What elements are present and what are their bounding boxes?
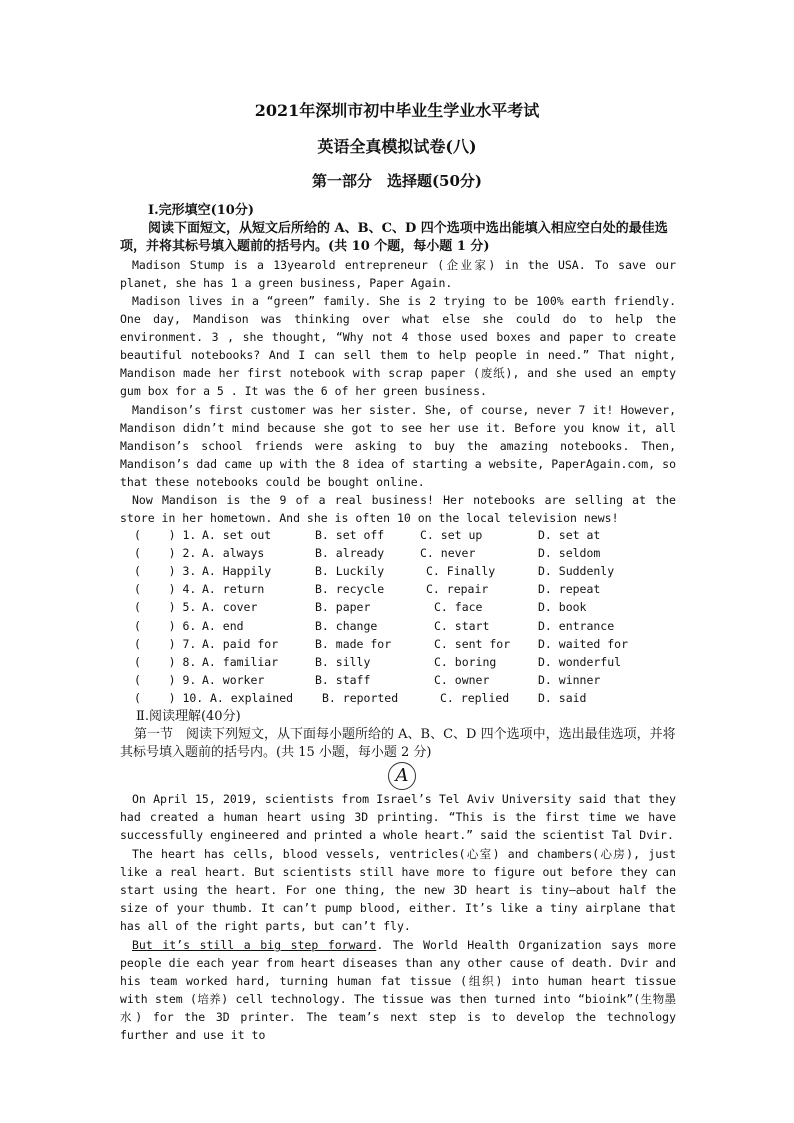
option-b: B. Luckily	[315, 564, 385, 578]
option-c: C. repair	[426, 582, 489, 596]
option-d: D. winner	[538, 673, 601, 687]
option-a: A. end	[202, 619, 244, 633]
option-c: C. replied	[440, 691, 510, 705]
option-a: A. explained	[210, 691, 294, 705]
option-b: B. staff	[315, 673, 371, 687]
cloze-paragraph: Now Mandison is the 9 of a real business! Her notebooks are selling at the store in her hometown. And she is often 10 on the local television news!	[120, 493, 676, 526]
question-row	[120, 655, 680, 673]
option-d: D. wonderful	[538, 655, 622, 669]
question-row	[120, 637, 680, 655]
question-row	[120, 546, 680, 564]
reading-paragraph	[120, 936, 676, 1045]
reading-paragraph: The heart has cells, blood vessels, ventricles(心室) and chambers(心房), just like a real heart. But scientists still have more to figure out before they can start using the heart. For one thing, the new 3D heart is tiny—about half the size of your thumb. It can’t pump blood, either. It’s like a tiny airplane that has all of the right parts, but can’t fly.	[120, 847, 676, 934]
option-a: A. always	[202, 546, 265, 560]
question-number: ( ) 7.	[134, 637, 197, 651]
question-number: ( ) 5.	[134, 600, 197, 614]
option-c: C. never	[420, 546, 476, 560]
question-number: ( ) 9.	[134, 673, 197, 687]
question-number: ( ) 10.	[134, 691, 204, 705]
question-row	[120, 691, 680, 709]
option-b: B. set off	[315, 528, 385, 542]
part-heading: 第一部分 选择题(50分)	[311, 172, 483, 190]
option-c: C. boring	[434, 655, 497, 669]
question-row	[120, 582, 680, 600]
question-row	[120, 673, 680, 691]
option-c: C. start	[434, 619, 490, 633]
option-d: D. book	[538, 600, 587, 614]
question-row	[120, 600, 680, 618]
option-b: B. made for	[315, 637, 392, 651]
option-a: A. return	[202, 582, 265, 596]
underlined-phrase: But it’s still a big step forward	[132, 938, 377, 952]
option-c: C. set up	[420, 528, 483, 542]
option-a: A. Happily	[202, 564, 272, 578]
option-a: A. worker	[202, 673, 265, 687]
cloze-paragraph: Madison Stump is a 13yearold entrepreneur (企业家) in the USA. To save our planet, she has 1 a green business, Paper Again.	[120, 258, 676, 291]
option-b: B. recycle	[315, 582, 385, 596]
option-d: D. entrance	[538, 619, 615, 633]
reading-heading: Ⅱ.阅读理解(40分)	[136, 709, 241, 724]
option-c: C. face	[434, 600, 483, 614]
option-c: C. sent for	[434, 637, 511, 651]
question-number: ( ) 4.	[134, 582, 197, 596]
option-a: A. set out	[202, 528, 272, 542]
option-c: C. owner	[434, 673, 490, 687]
option-a: A. paid for	[202, 637, 279, 651]
question-number: ( ) 2.	[134, 546, 197, 560]
question-number: ( ) 3.	[134, 564, 197, 578]
question-row	[120, 528, 680, 546]
option-d: D. Suddenly	[538, 564, 615, 578]
option-b: B. already	[315, 546, 385, 560]
question-row	[120, 619, 680, 637]
passage-a-label: A	[388, 762, 416, 790]
reading-paragraph: On April 15, 2019, scientists from Israel’s Tel Aviv University said that they had created a human heart using 3D printing. “This is the first time we have successfully engineered and printed a whole heart.” said the scientist Tal Dvir.	[120, 792, 676, 843]
question-number: ( ) 1.	[134, 528, 197, 542]
option-c: C. Finally	[426, 564, 496, 578]
cloze-paragraph: Mandison’s first customer was her sister. She, of course, never 7 it! However, Mandison didn’t mind because she got to see her use it. Before you know it, all Mandison’s school friends were asking to buy the amazing notebooks. Then, Mandison’s dad came up with the 8 idea of starting a website, PaperAgain.com, so that these notebooks could be bought online.	[120, 403, 676, 490]
option-d: D. repeat	[538, 582, 601, 596]
option-d: D. said	[538, 691, 587, 705]
cloze-instructions: 阅读下面短文，从短文后所给的 A、B、C、D 四个选项中选出能填入相应空白处的最佳选项，并将其标号填入题前的括号内。(共 10 个题，每小题 1 分)	[120, 221, 668, 254]
exam-title: 2021年深圳市初中毕业生学业水平考试	[254, 101, 540, 120]
option-a: A. cover	[202, 600, 258, 614]
option-b: B. silly	[315, 655, 371, 669]
option-b: B. change	[315, 619, 378, 633]
reading-instructions: 第一节 阅读下列短文，从下面每小题所给的 A、B、C、D 四个选项中，选出最佳选项，并将其标号填入题前的括号内。(共 15 小题，每小题 2 分)	[120, 727, 676, 760]
question-row	[120, 564, 680, 582]
option-b: B. reported	[322, 691, 399, 705]
cloze-heading: Ⅰ.完形填空(10分)	[148, 203, 254, 218]
option-a: A. familiar	[202, 655, 279, 669]
option-d: D. waited for	[538, 637, 629, 651]
option-b: B. paper	[315, 600, 371, 614]
question-number: ( ) 8.	[134, 655, 197, 669]
reading-paragraph-rest: . The World Health Organization says more people die each year from heart diseases than any other cause of death. Dvir and his team worked hard, turning human fat tissue (组织) into human heart tissue with stem (培养) cell technology. The tissue was then turned into “bioink”(生物墨水) for the 3D printer. The team’s next step is to develop the technology further and use it to	[120, 938, 676, 1043]
option-d: D. seldom	[538, 546, 601, 560]
option-d: D. set at	[538, 528, 601, 542]
question-number: ( ) 6.	[134, 619, 197, 633]
cloze-paragraph: Madison lives in a “green” family. She is 2 trying to be 100% earth friendly. One day, Mandison was thinking over what else she could do to help the environment. 3 , she thought, “Why not 4 those used boxes and paper to create beautiful notebooks? And I can sell them to help people in need.” That night, Mandison made her first notebook with scrap paper (废纸), and she used an empty gum box for a 5 . It was the 6 of her green business.	[120, 294, 676, 399]
exam-subtitle: 英语全真模拟试卷(八)	[317, 137, 477, 156]
